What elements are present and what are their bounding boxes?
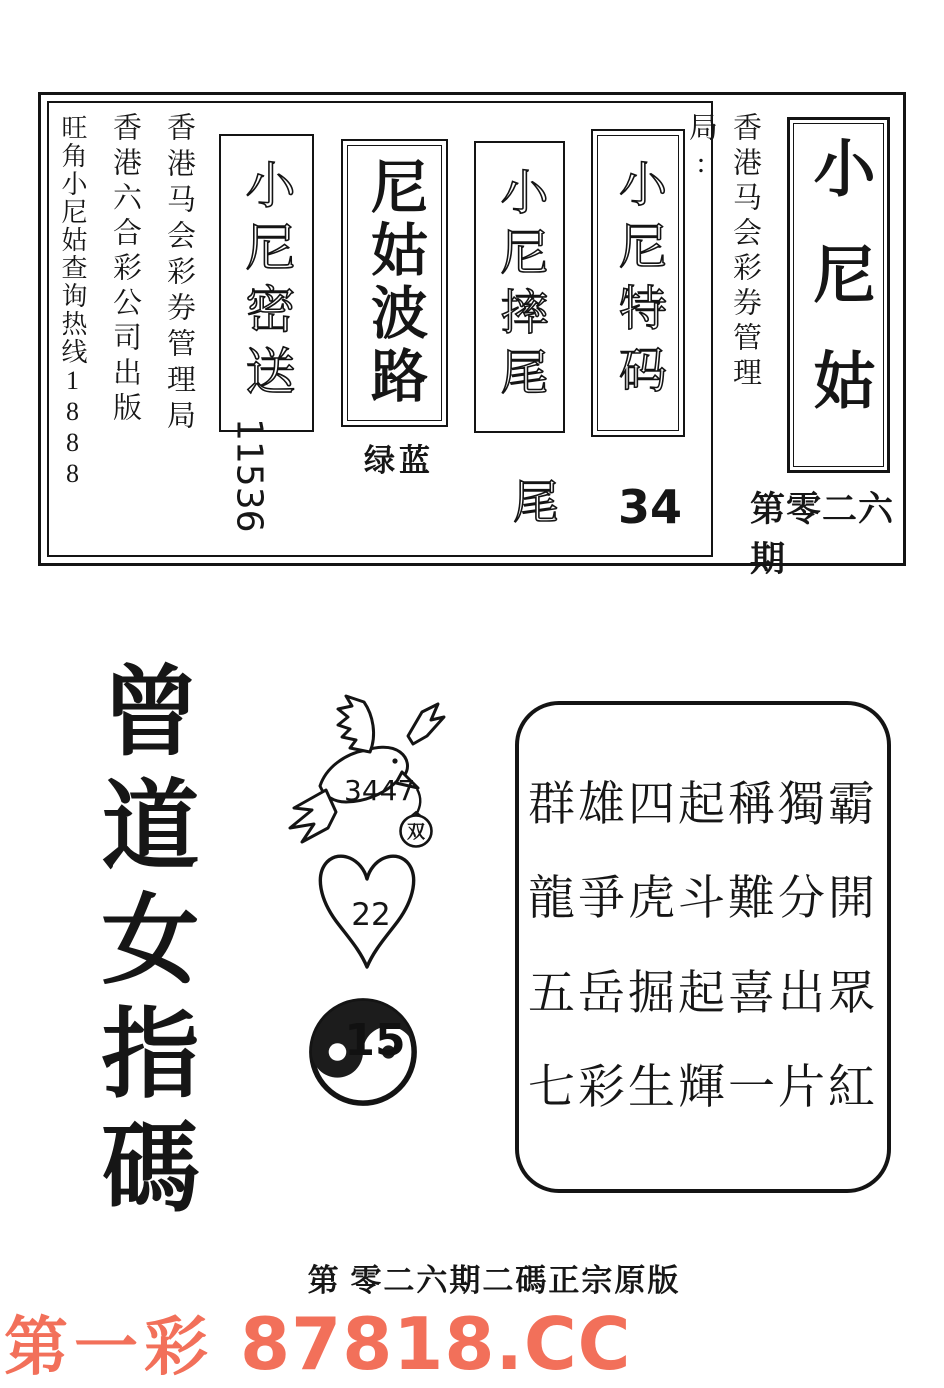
authority-column-right: 香港马会彩券管理局: [685,112,761,392]
dove-number: 3447 [344,774,416,807]
brand-bar [4,1296,664,1386]
tip-box-3 [474,141,565,433]
tip-box-2-title: 尼姑波路 [361,157,429,409]
tip-box-2-colors: 绿蓝 [364,442,434,479]
poem-line-2: 龍爭虎斗難分開 [528,873,878,926]
tip-box-4 [591,129,685,437]
authority-column-left: 香港马会彩券管理局 [163,112,195,436]
publisher-column: 香港六合彩公司出版 [109,112,141,427]
footer-caption: 第 零二六期二碼正宗原版 [307,1262,681,1298]
masthead-title: 小尼姑 [804,136,872,454]
tip-box-3-title: 小尼摔尾 [493,167,546,407]
pendant-char: 双 [407,822,425,842]
taiji-number: 15 [344,1014,406,1066]
tip-box-2 [341,139,448,427]
brand-name: 第一彩 [4,1311,214,1385]
issue-number: 第零二六期 [750,489,895,580]
poem-box [515,701,891,1193]
tip-box-1-title: 小尼密送 [238,159,295,407]
dove-icon [280,690,480,865]
masthead-box [787,117,890,473]
heart-number: 22 [351,897,391,933]
tip-box-4-number: 34 [617,480,682,534]
poem-line-3: 五岳掘起喜出眾 [528,967,878,1020]
tip-box-1-number: 11536 [228,417,270,533]
tip-box-3-tail: 尾 [513,477,559,528]
poem-line-1: 群雄四起稱獨霸 [528,779,878,832]
tip-box-4-title: 小尼特码 [611,159,665,407]
page-title: 曾道女指碼 [85,660,199,1230]
poem-line-4: 七彩生輝一片紅 [528,1061,878,1114]
site-url: 87818.CC [240,1302,632,1386]
tip-box-1 [219,134,314,432]
dove-eye [392,758,397,763]
hotline-column: 旺角小尼姑查询热线1888 [58,114,87,490]
